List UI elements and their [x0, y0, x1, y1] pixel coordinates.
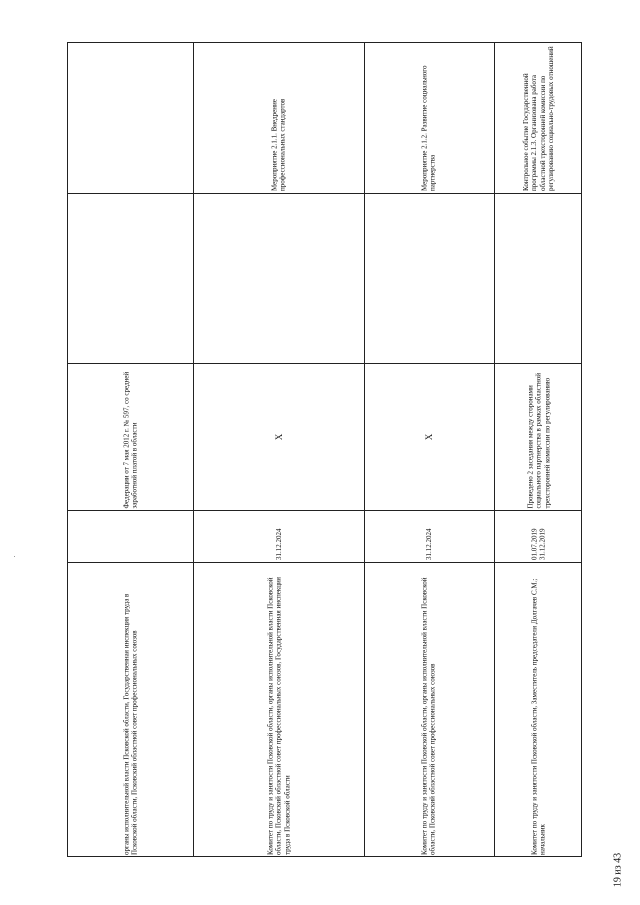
row-1-result-cell	[68, 363, 193, 510]
row-4-executor: Комитет по труду и занятости Псковской области, Заместитель председателя Долгачев С.М.; начальник	[530, 578, 547, 855]
row-2-end: 31.12.2024	[274, 528, 283, 560]
row-4-executor-cell	[494, 562, 583, 858]
row-3-end: 31.12.2024	[424, 528, 433, 560]
row-3-end-cell	[364, 510, 494, 562]
row-3-executor: Комитет по труду и занятости Псковской области, органы исполнительной власти Псковской области, Псковский областной совет профессиональных союзов	[420, 577, 437, 855]
row-1-result: Федерации от 7 мая 2012 г. № 597, со средней заработной платой в области	[122, 371, 139, 508]
row-3-result-cell	[364, 363, 494, 510]
page-number-label: 19 из 43	[612, 852, 624, 888]
scan-artifact	[14, 556, 15, 557]
row-4-name-cell	[494, 43, 583, 193]
row-3-name: Мероприятие 2.1.2. Развитие социального партнерства	[420, 65, 437, 191]
row-2-name: Мероприятие 2.1.1. Внедрение профессиональных стандартов	[270, 98, 287, 191]
row-4-end: 01.07.2019 31.12.2019	[530, 528, 547, 560]
row-1-executor: органы исполнительной власти Псковской области, Государственная инспекция труда в Псковской области, Псковский областной совет профессиональных союзов	[122, 593, 139, 855]
page-number	[598, 840, 638, 900]
row-4-result: Проведено 2 заседания между сторонами социального партнерства в рамках областной трехсторонней комиссии по регулированию	[525, 372, 551, 508]
row-2-end-cell	[193, 510, 364, 562]
row-4-result-cell	[494, 363, 583, 510]
row-2-result-cell	[193, 363, 364, 510]
row-2-name-cell	[193, 43, 364, 193]
row-divider	[68, 193, 581, 194]
row-4-end-cell	[494, 510, 583, 562]
row-3-executor-cell	[364, 562, 494, 858]
row-1-end-cell	[68, 510, 193, 562]
row-1-name-cell	[68, 43, 193, 193]
row-2-result: X	[273, 433, 284, 440]
row-2-executor-cell	[193, 562, 364, 858]
row-3-result: X	[423, 433, 434, 440]
budget-table	[67, 42, 582, 857]
row-3-name-cell	[364, 43, 494, 193]
row-4-name: Контрольное событие Государственной программы 2.1.3. Организована работа областной трехсторонней комиссии по регулированию социально-трудовых отношений	[521, 46, 555, 191]
row-2-executor: Комитет по труду и занятости Псковской области, органы исполнительной власти Псковской области, Псковский областной совет профессиональных союзов, Государственная инспекция труда в Псковской области	[265, 576, 291, 855]
row-1-executor-cell	[68, 562, 193, 858]
